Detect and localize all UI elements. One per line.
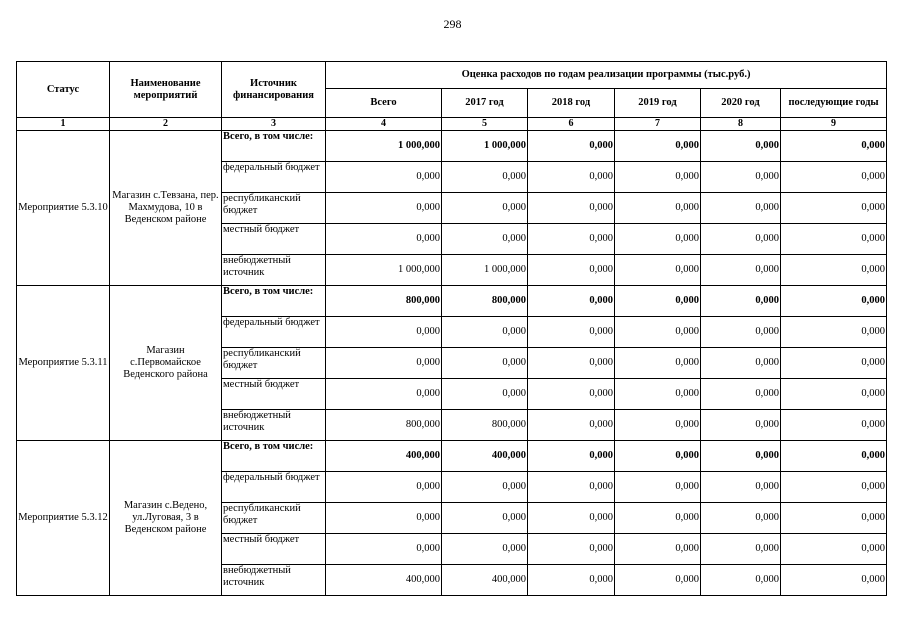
amount-cell: 0,000: [781, 565, 887, 596]
amount-cell: 0,000: [701, 379, 781, 410]
amount-cell: 0,000: [781, 193, 887, 224]
amount-cell: 0,000: [701, 286, 781, 317]
amount-cell: 800,000: [326, 286, 442, 317]
column-number: 6: [528, 118, 615, 131]
funding-source-cell: местный бюджет: [222, 534, 326, 565]
funding-source-cell: федеральный бюджет: [222, 162, 326, 193]
table-body: [17, 131, 887, 596]
amount-cell: 0,000: [781, 472, 887, 503]
amount-cell: 0,000: [442, 317, 528, 348]
amount-cell: 0,000: [326, 162, 442, 193]
page-number: 298: [443, 17, 462, 31]
amount-cell: 400,000: [442, 565, 528, 596]
amount-cell: 1 000,000: [326, 131, 442, 162]
amount-cell: 0,000: [528, 193, 615, 224]
amount-cell: 0,000: [615, 255, 701, 286]
amount-cell: 0,000: [781, 286, 887, 317]
amount-cell: 0,000: [528, 534, 615, 565]
amount-cell: 0,000: [528, 565, 615, 596]
amount-cell: 0,000: [442, 534, 528, 565]
column-number: 1: [17, 118, 110, 131]
amount-cell: 0,000: [615, 410, 701, 441]
amount-cell: 0,000: [701, 410, 781, 441]
funding-source-cell: республиканский бюджет: [222, 503, 326, 534]
column-number: 8: [701, 118, 781, 131]
amount-cell: 0,000: [781, 410, 887, 441]
amount-cell: 0,000: [701, 317, 781, 348]
status-cell: Мероприятие 5.3.10: [17, 131, 110, 286]
amount-cell: 800,000: [442, 286, 528, 317]
column-number: 4: [326, 118, 442, 131]
amount-cell: 0,000: [528, 224, 615, 255]
column-number: 5: [442, 118, 528, 131]
amount-cell: 0,000: [326, 193, 442, 224]
amount-cell: 0,000: [442, 503, 528, 534]
amount-cell: 0,000: [615, 441, 701, 472]
amount-cell: 400,000: [326, 441, 442, 472]
funding-source-cell: Всего, в том числе:: [222, 441, 326, 472]
amount-cell: 0,000: [781, 441, 887, 472]
amount-cell: 0,000: [442, 193, 528, 224]
amount-cell: 0,000: [781, 379, 887, 410]
amount-cell: 0,000: [442, 224, 528, 255]
table-row: [17, 441, 887, 472]
header-estimate: Оценка расходов по годам реализации программы (тыс.руб.): [326, 62, 887, 89]
amount-cell: 0,000: [615, 131, 701, 162]
amount-cell: 0,000: [615, 317, 701, 348]
amount-cell: 0,000: [615, 565, 701, 596]
column-numbers-row: [17, 118, 887, 131]
funding-source-cell: местный бюджет: [222, 379, 326, 410]
amount-cell: 0,000: [781, 255, 887, 286]
amount-cell: 800,000: [442, 410, 528, 441]
header-2019: 2019 год: [615, 89, 701, 118]
amount-cell: 0,000: [528, 131, 615, 162]
amount-cell: 0,000: [528, 317, 615, 348]
amount-cell: 0,000: [701, 255, 781, 286]
amount-cell: 0,000: [701, 565, 781, 596]
funding-source-cell: республиканский бюджет: [222, 193, 326, 224]
amount-cell: 0,000: [528, 286, 615, 317]
amount-cell: 0,000: [701, 472, 781, 503]
table-row: [17, 286, 887, 317]
header-source: Источник финансирования: [222, 62, 326, 118]
header-status: Статус: [17, 62, 110, 118]
budget-table: [16, 61, 887, 596]
amount-cell: 0,000: [528, 162, 615, 193]
amount-cell: 0,000: [442, 379, 528, 410]
amount-cell: 800,000: [326, 410, 442, 441]
amount-cell: 0,000: [781, 131, 887, 162]
amount-cell: 0,000: [326, 348, 442, 379]
amount-cell: 0,000: [615, 193, 701, 224]
amount-cell: 0,000: [615, 503, 701, 534]
status-cell: Мероприятие 5.3.11: [17, 286, 110, 441]
amount-cell: 0,000: [615, 379, 701, 410]
amount-cell: 0,000: [781, 534, 887, 565]
amount-cell: 0,000: [701, 503, 781, 534]
amount-cell: 0,000: [781, 317, 887, 348]
column-number: 9: [781, 118, 887, 131]
amount-cell: 0,000: [442, 162, 528, 193]
funding-source-cell: федеральный бюджет: [222, 317, 326, 348]
amount-cell: 1 000,000: [442, 255, 528, 286]
amount-cell: 400,000: [326, 565, 442, 596]
amount-cell: 0,000: [615, 534, 701, 565]
header-later: последующие годы: [781, 89, 887, 118]
amount-cell: 0,000: [701, 348, 781, 379]
amount-cell: 0,000: [781, 224, 887, 255]
amount-cell: 1 000,000: [442, 131, 528, 162]
header-2020: 2020 год: [701, 89, 781, 118]
funding-source-cell: Всего, в том числе:: [222, 286, 326, 317]
amount-cell: 0,000: [701, 162, 781, 193]
amount-cell: 0,000: [701, 224, 781, 255]
amount-cell: 0,000: [326, 317, 442, 348]
header-name: Наименование мероприятий: [110, 62, 222, 118]
amount-cell: 1 000,000: [326, 255, 442, 286]
amount-cell: 0,000: [701, 193, 781, 224]
column-number: 7: [615, 118, 701, 131]
funding-source-cell: внебюджетный источник: [222, 410, 326, 441]
amount-cell: 0,000: [528, 410, 615, 441]
amount-cell: 0,000: [701, 534, 781, 565]
amount-cell: 0,000: [701, 441, 781, 472]
header-total: Всего: [326, 89, 442, 118]
event-name-cell: Магазин с.Первомайское Веденского района: [110, 286, 222, 441]
amount-cell: 0,000: [615, 286, 701, 317]
funding-source-cell: внебюджетный источник: [222, 565, 326, 596]
funding-source-cell: республиканский бюджет: [222, 348, 326, 379]
amount-cell: 0,000: [326, 472, 442, 503]
amount-cell: 0,000: [528, 348, 615, 379]
funding-source-cell: внебюджетный источник: [222, 255, 326, 286]
amount-cell: 0,000: [615, 224, 701, 255]
amount-cell: 0,000: [528, 255, 615, 286]
funding-source-cell: Всего, в том числе:: [222, 131, 326, 162]
funding-source-cell: федеральный бюджет: [222, 472, 326, 503]
amount-cell: 0,000: [528, 379, 615, 410]
amount-cell: 0,000: [326, 534, 442, 565]
amount-cell: 0,000: [701, 131, 781, 162]
amount-cell: 0,000: [326, 503, 442, 534]
amount-cell: 0,000: [528, 472, 615, 503]
column-number: 2: [110, 118, 222, 131]
amount-cell: 0,000: [442, 348, 528, 379]
status-cell: Мероприятие 5.3.12: [17, 441, 110, 596]
amount-cell: 0,000: [781, 348, 887, 379]
header-2018: 2018 год: [528, 89, 615, 118]
amount-cell: 0,000: [615, 472, 701, 503]
amount-cell: 0,000: [528, 503, 615, 534]
amount-cell: 0,000: [615, 162, 701, 193]
funding-source-cell: местный бюджет: [222, 224, 326, 255]
amount-cell: 0,000: [326, 379, 442, 410]
event-name-cell: Магазин с.Тевзана, пер. Махмудова, 10 в Веденском районе: [110, 131, 222, 286]
header-2017: 2017 год: [442, 89, 528, 118]
amount-cell: 400,000: [442, 441, 528, 472]
table-row: [17, 131, 887, 162]
amount-cell: 0,000: [781, 162, 887, 193]
amount-cell: 0,000: [326, 224, 442, 255]
amount-cell: 0,000: [781, 503, 887, 534]
amount-cell: 0,000: [442, 472, 528, 503]
column-number: 3: [222, 118, 326, 131]
amount-cell: 0,000: [615, 348, 701, 379]
event-name-cell: Магазин с.Ведено, ул.Луговая, 3 в Веденском районе: [110, 441, 222, 596]
amount-cell: 0,000: [528, 441, 615, 472]
